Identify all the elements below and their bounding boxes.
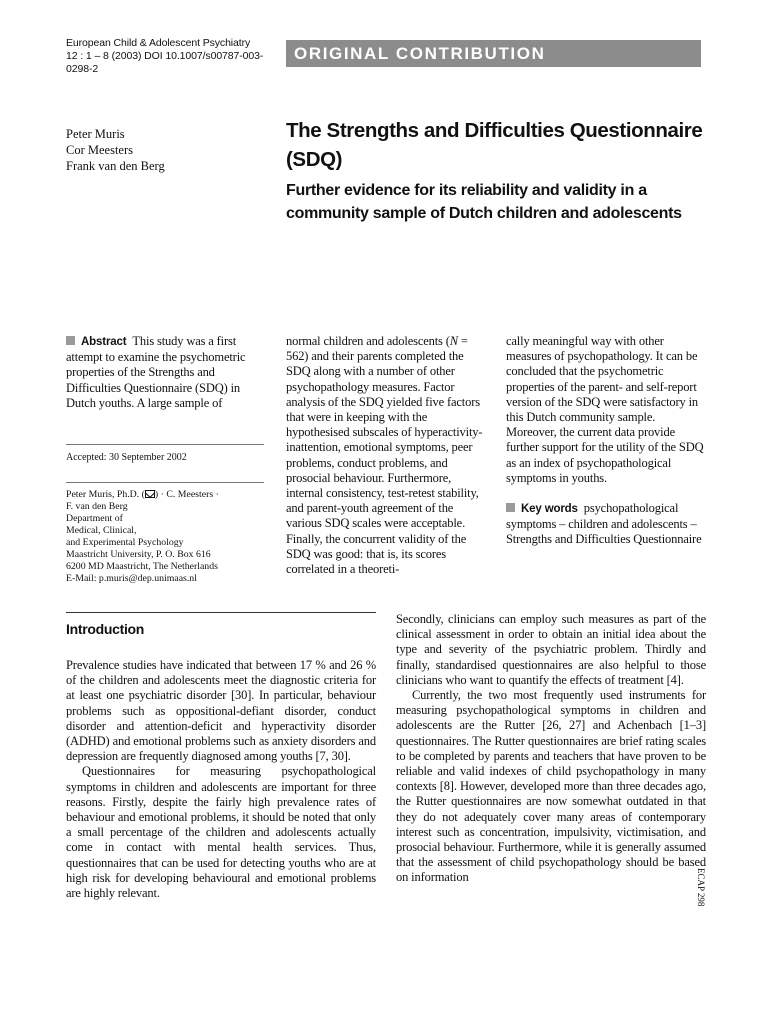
accepted-date: Accepted: 30 September 2002 <box>66 452 187 463</box>
keywords-text: psychopathological symptoms – children and adolescents – Strengths and Difficulties Questionnaire <box>506 501 702 547</box>
journal-name: European Child & Adolescent Psychiatry <box>66 37 251 49</box>
bullet-square-icon <box>66 336 75 345</box>
body-paragraph: Prevalence studies have indicated that between 17 % and 26 % of the children and adolescents meet the diagnostic criteria for at least one psychiatric disorder [30]. In particular, behaviour problems such as oppositional-defiant disorder, conduct disorder and attention-deficit and hyperactivity disorder (ADHD) and emotional problems such as anxiety disorders and depression are frequently diagnosed among youths [7, 30]. <box>66 658 376 764</box>
affiliation-line: 6200 MD Maastricht, The Netherlands <box>66 561 218 572</box>
article-type-banner: ORIGINAL CONTRIBUTION <box>286 40 701 67</box>
article-title: The Strengths and Difficulties Questionnaire (SDQ) <box>286 119 703 171</box>
bullet-square-icon <box>506 503 515 512</box>
author-name: Peter Muris <box>66 127 125 141</box>
affiliation-line: Medical, Clinical, <box>66 525 137 536</box>
affiliation-line: F. van den Berg <box>66 501 128 512</box>
divider <box>66 482 264 483</box>
divider <box>66 444 264 445</box>
keywords-label: Key words <box>521 503 578 516</box>
abstract-text-1: This study was a first attempt to examine the psychometric properties of the Strengths and Difficulties Questionnaire (SDQ) in Dutch youths. A large sample of <box>66 334 246 410</box>
keywords-block <box>506 501 706 548</box>
body-paragraph: Questionnaires for measuring psychopathological symptoms in children and adolescents are important for three reasons. Firstly, despite the fairly high prevalence rates of behaviour and emotional problems, it should be noted that only a small percentage of the children and adolescents actually come in contact with mental health services. Thus, questionnaires that can be used for detecting youths who are at high risk for developing behavioural and emotional problems are highly relevant. <box>66 764 376 901</box>
body-column-right <box>396 612 706 886</box>
affiliation-line <box>66 489 276 501</box>
journal-doi: 12 : 1 – 8 (2003) DOI 10.1007/s00787-003-0298-2 <box>66 50 264 75</box>
affiliation-name: Peter Muris, Ph.D. ( <box>66 489 145 500</box>
abstract-text-2a: normal children and adolescents ( <box>286 334 450 348</box>
abstract-column-3 <box>506 334 706 548</box>
journal-citation <box>66 37 286 76</box>
article-subtitle: Further evidence for its reliability and validity in a community sample of Dutch children and adolescents <box>286 182 682 222</box>
affiliation-line: and Experimental Psychology <box>66 537 184 548</box>
envelope-icon <box>145 490 155 498</box>
body-paragraph: Currently, the two most frequently used instruments for measuring psychopathological symptoms in children and adolescents are the Rutter [26, 27] and Achenbach [1–3] questionnaires. The Rutter questionnaires are brief rating scales to be completed by parents and teachers that have proven to be reliable and valid indexes of child psychopathology in many contexts [8]. However, developed more than three decades ago, the Rutter questionnaires are now somewhat outdated in that they do not adequately cover many areas of contemporary interest such as concentration, impulsivity, victimisation, and prosocial behaviour. Furthermore, while it is generally assumed that the assessment of child psychopathology should be based on information <box>396 688 706 885</box>
affiliation-line: Department of <box>66 513 123 524</box>
section-rule <box>66 612 376 613</box>
abstract-column-2 <box>286 334 484 577</box>
body-paragraph: Secondly, clinicians can employ such measures as part of the clinical assessment in order to obtain an initial idea about the type and severity of the psychiatric problem. Thirdly and finally, standardised questionnaires are also helpful to those clinicians who want to quantify the effects of treatment [4]. <box>396 612 706 687</box>
affiliation-line: Maastricht University, P. O. Box 616 <box>66 549 211 560</box>
body-column-left <box>66 658 376 901</box>
author-list <box>66 126 165 174</box>
affiliation-email[interactable]: E-Mail: p.muris@dep.unimaas.nl <box>66 573 197 584</box>
author-name: Cor Meesters <box>66 143 133 157</box>
side-label: ECAP 298 <box>696 868 706 907</box>
author-name: Frank van den Berg <box>66 159 165 173</box>
affiliation-coauthors: ) · C. Meesters · <box>154 489 219 500</box>
abstract-label: Abstract <box>81 336 127 348</box>
abstract-text-3: cally meaningful way with other measures of psychopathology. It can be concluded that the psychometric properties of the parent- and self-report version of the SDQ were satisfactory in this Dutch community sample. Moreover, the current data provide further support for the utility of the SDQ as an index of psychopathological symptoms in youths. <box>506 334 704 485</box>
abstract-text-2b: = 562) and their parents completed the SDQ along with a number of other psychopathology measures. Factor analysis of the SDQ yielded five factors that were in keeping with the hypothesised subscales of hyperactivity-inattention, emotional symptoms, peer problems, conduct problems, and prosocial behaviour. Furthermore, internal consistency, test-retest stability, and parent-youth agreement of the various SDQ scales were acceptable. Finally, the concurrent validity of the SDQ was good: that is, its scores correlated in a theoreti- <box>286 334 483 577</box>
author-affiliation <box>66 489 276 585</box>
abstract-column-1 <box>66 334 266 411</box>
abstract-n-symbol: N <box>449 334 458 348</box>
section-heading: Introduction <box>66 621 145 637</box>
